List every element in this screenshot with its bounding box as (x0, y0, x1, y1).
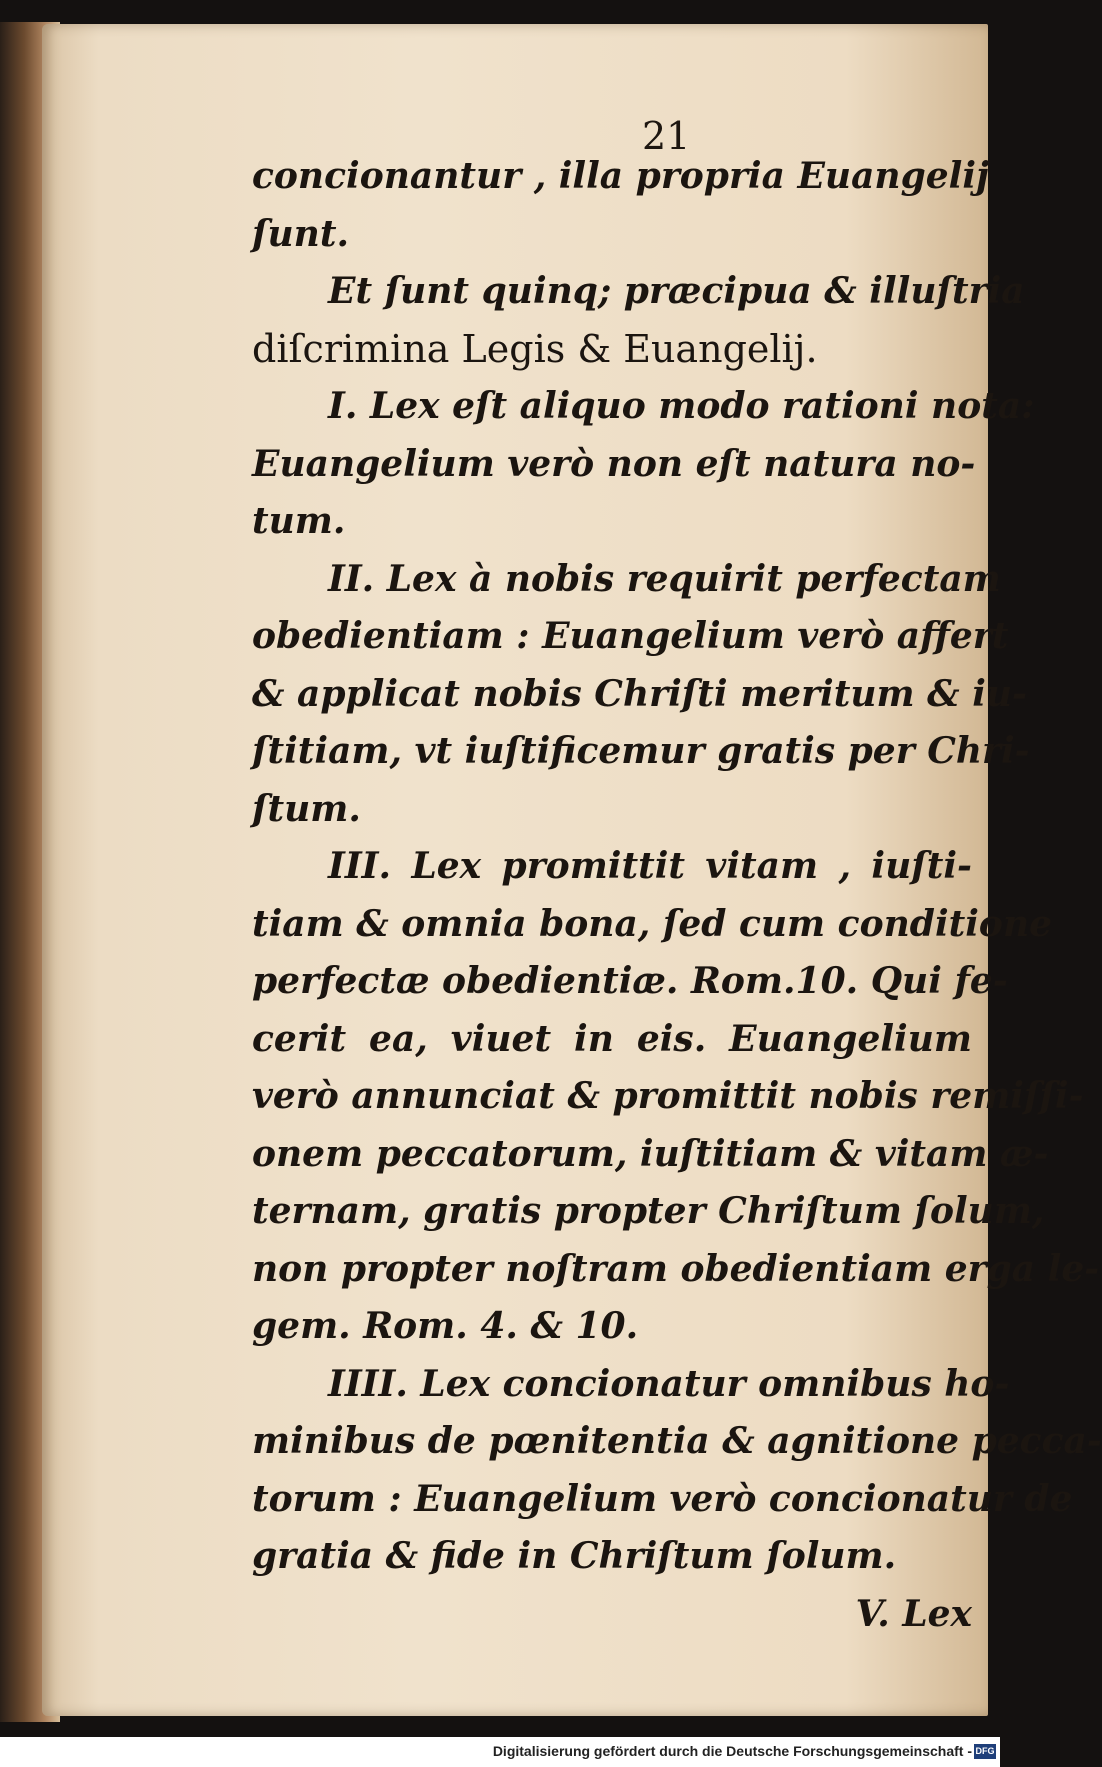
text-line: diſcrimina Legis & Euangelij. (252, 326, 818, 371)
catchword: V. Lex (855, 1592, 972, 1635)
dfg-logo: DFG (974, 1744, 996, 1759)
text-line: ternam, gratis propter Chriſtum ſolum, (252, 1190, 1045, 1232)
text-line: concionantur , illa propria Euangelij (252, 155, 990, 197)
text-line: minibus de pœnitentia & agnitione pecca- (252, 1420, 1102, 1462)
text-line: tiam & omnia bona, ſed cum conditione (252, 902, 1053, 945)
footer-credit: Digitalisierung gefördert durch die Deutsche Forschungsgemeinschaft - (492, 1743, 972, 1759)
text-line: gem. Rom. 4. & 10. (252, 1305, 639, 1347)
text-line: gratia & fide in Chriſtum ſolum. (252, 1535, 897, 1577)
page-text (252, 148, 1102, 1643)
text-line: torum : Euangelium verò concionatur de (252, 1477, 1073, 1520)
text-line: ſtitiam, vt iuſtificemur gratis per Chri- (252, 730, 1030, 772)
text-line: & applicat nobis Chriſti meritum & iu- (252, 672, 1027, 715)
text-line: ſunt. (252, 212, 349, 255)
text-line: III. Lex promittit vitam , iuſti- (328, 845, 972, 887)
text-line: ſtum. (252, 787, 361, 830)
text-line: tum. (252, 500, 346, 542)
text-line: II. Lex à nobis requirit perfectam (328, 557, 1001, 600)
text-line: perfectæ obedientiæ. Rom.10. Qui fe- (252, 960, 1008, 1002)
page-number: 21 (642, 114, 691, 158)
text-line: verò annunciat & promittit nobis remiſſi- (252, 1075, 1084, 1117)
digitization-footer (0, 1737, 1000, 1767)
text-line: I. Lex eſt aliquo modo rationi nota: (328, 385, 1035, 427)
text-line: obedientiam : Euangelium verò affert (252, 615, 1009, 657)
text-line: cerit ea, viuet in eis. Euangelium (252, 1017, 972, 1060)
text-line: IIII. Lex concionatur omnibus ho- (328, 1362, 1010, 1405)
text-line: onem peccatorum, iuſtitiam & vitam æ- (252, 1132, 1049, 1175)
text-line: non propter noſtram obedientiam erga le- (252, 1247, 1100, 1290)
text-line: Et ſunt quinq; præcipua & illuſtria (328, 270, 1025, 312)
text-line: Euangelium verò non eſt natura no- (252, 442, 976, 485)
